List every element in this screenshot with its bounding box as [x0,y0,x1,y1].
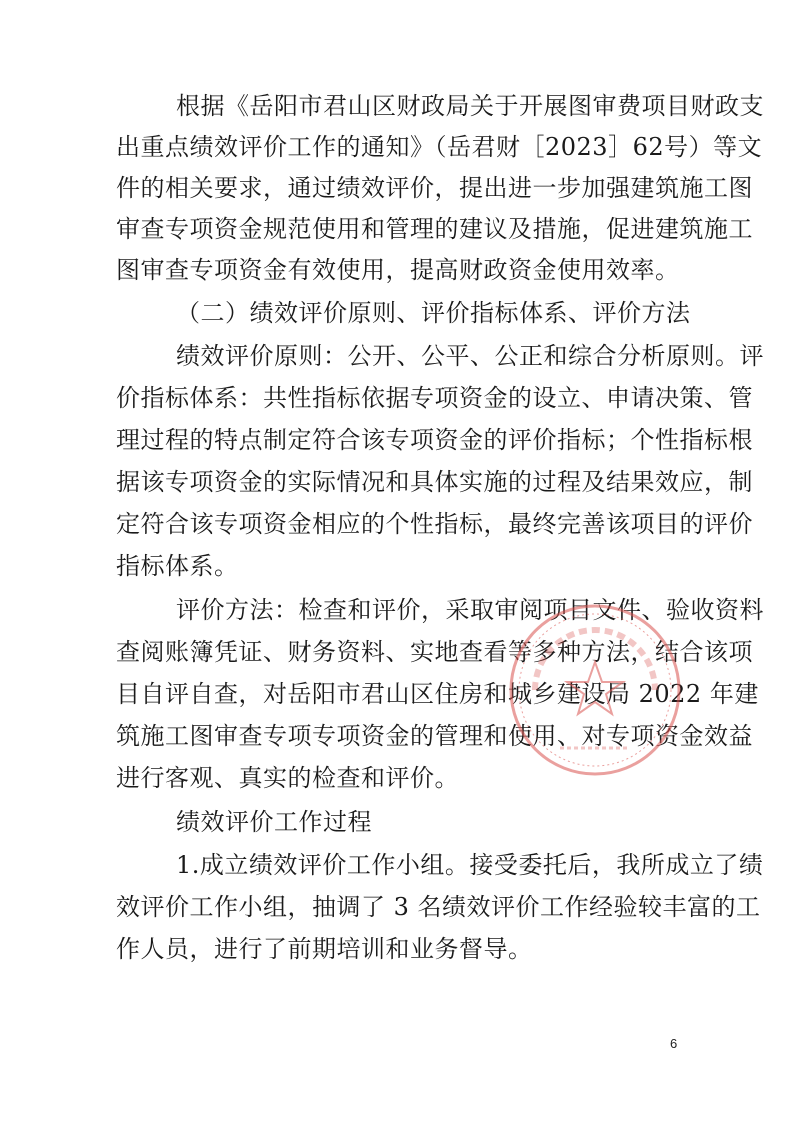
paragraph-line: 据该专项资金的实际情况和具体实施的过程及结果效应，制 [116,468,753,496]
paragraph-line: 1.成立绩效评价工作小组。接受委托后，我所成立了绩 [176,851,764,879]
paragraph-line: 出重点绩效评价工作的通知》（岳君财［2023］62号）等文 [116,133,763,161]
paragraph-line: 目自评自查，对岳阳市君山区住房和城乡建设局 2022 年建 [116,680,759,708]
paragraph-line: 查阅账簿凭证、财务资料、实地查看等多种方法，结合该项 [116,638,753,666]
paragraph-line: 图审查专项资金有效使用，提高财政资金使用效率。 [116,256,680,284]
paragraph-line: 根据《岳阳市君山区财政局关于开展图审费项目财政支 [176,92,764,120]
paragraph-line: 绩效评价原则：公开、公平、公正和综合分析原则。评 [176,342,764,370]
paragraph-line: 作人员，进行了前期培训和业务督导。 [116,935,533,963]
page-number: 6 [670,1036,678,1051]
paragraph-line: 评价方法：检查和评价，采取审阅项目文件、验收资料 [176,596,764,624]
paragraph-line: 件的相关要求，通过绩效评价，提出进一步加强建筑施工图 [116,174,753,202]
official-seal-stamp [505,600,685,780]
subsection-heading: 绩效评价工作过程 [176,808,372,836]
section-heading: （二）绩效评价原则、评价指标体系、评价方法 [176,299,691,327]
paragraph-line: 筑施工图审查专项专项资金的管理和使用、对专项资金效益 [116,722,753,750]
paragraph-line: 价指标体系：共性指标依据专项资金的设立、申请决策、管 [116,384,753,412]
paragraph-line: 审查专项资金规范使用和管理的建议及措施，促进建筑施工 [116,215,753,243]
paragraph-line: 进行客观、真实的检查和评价。 [116,764,459,792]
paragraph-line: 指标体系。 [116,552,239,580]
paragraph-line: 效评价工作小组，抽调了 3 名绩效评价工作经验较丰富的工 [116,893,761,921]
paragraph-line: 理过程的特点制定符合该专项资金的评价指标；个性指标根 [116,426,753,454]
paragraph-line: 定符合该专项资金相应的个性指标，最终完善该项目的评价 [116,510,753,538]
